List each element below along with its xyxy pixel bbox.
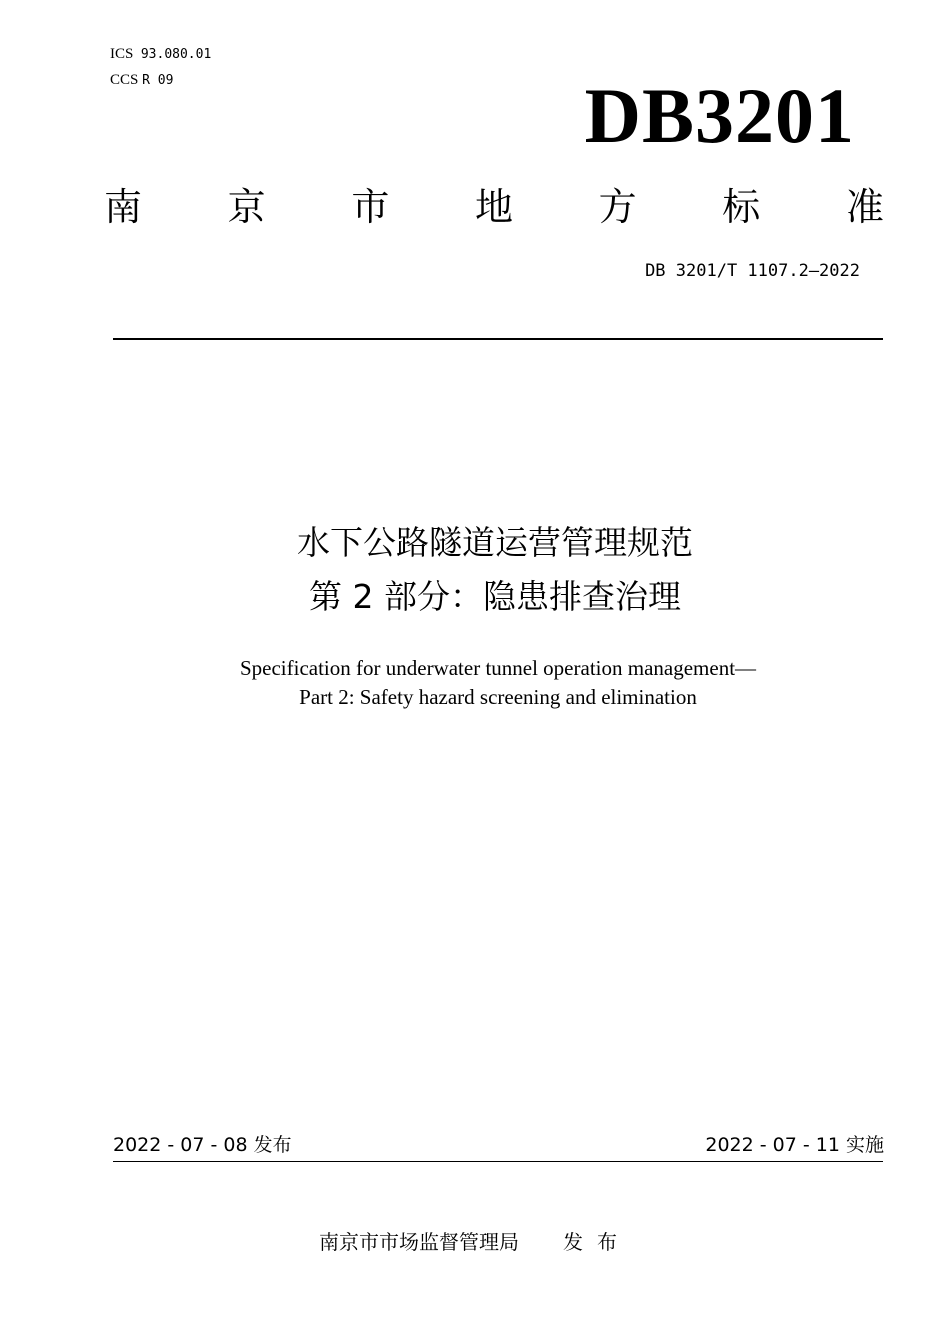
ccs-label: CCS	[110, 72, 139, 88]
standard-type-char: 市	[351, 185, 390, 229]
title-cn-line-1: 水下公路隧道运营管理规范	[297, 523, 693, 562]
title-en-line-2: Part 2: Safety hazard screening and elimination	[299, 685, 697, 709]
ics-code: 93.080.01	[140, 47, 212, 62]
ccs-line	[110, 70, 173, 91]
standard-number: DB 3201/T 1107.2—2022	[645, 261, 860, 281]
publisher-line	[200, 1227, 750, 1257]
ics-label: ICS	[110, 46, 134, 62]
standard-type-char: 南	[104, 185, 143, 229]
publisher-action: 发布	[563, 1230, 631, 1254]
bottom-divider	[113, 1161, 883, 1162]
standard-type-char: 京	[227, 185, 266, 229]
top-divider	[113, 338, 883, 340]
standard-type-char: 方	[598, 185, 637, 229]
title-en-line-1: Specification for underwater tunnel operation management—	[239, 656, 757, 680]
implementation-date: 2022 - 07 - 11 实施	[705, 1134, 884, 1156]
standard-type-char: 地	[474, 185, 513, 229]
standard-type-char: 准	[845, 185, 884, 229]
ics-line	[110, 44, 211, 65]
issue-date: 2022 - 07 - 08 发布	[113, 1134, 292, 1156]
publisher-name: 南京市市场监督管理局	[319, 1230, 519, 1254]
standard-type-heading	[104, 182, 884, 232]
title-cn-line-2: 第 2 部分：隐患排查治理	[309, 577, 681, 616]
standard-type-char: 标	[722, 185, 761, 229]
standard-code-logo: DB3201	[584, 72, 855, 159]
ccs-code: R 09	[142, 73, 174, 88]
